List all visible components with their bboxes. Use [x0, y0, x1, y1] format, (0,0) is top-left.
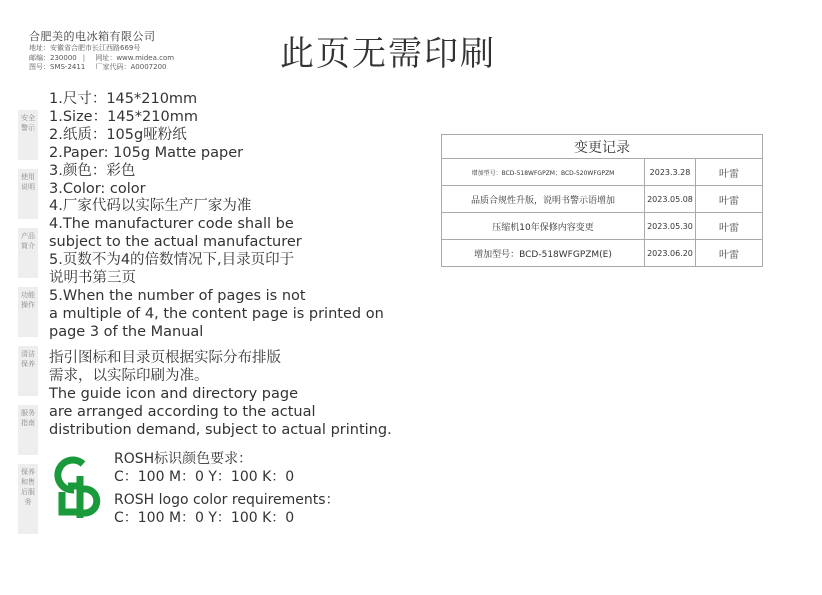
side-tab: 安全警示 — [18, 110, 38, 160]
change-desc: 品质合规性升版，说明书警示语增加 — [442, 186, 645, 213]
table-row — [442, 213, 763, 240]
page-title: 此页无需印刷 — [280, 34, 496, 74]
spec-line: 3.Color: color — [49, 180, 146, 197]
change-desc: 压缩机10年保修内容变更 — [442, 213, 645, 240]
guide-line: The guide icon and directory page — [49, 386, 298, 402]
spec-line: 4.厂家代码以实际生产厂家为准 — [49, 198, 252, 215]
spec-line: 1.尺寸：145*210mm — [49, 91, 198, 107]
change-date: 2023.3.28 — [645, 159, 696, 186]
rosh-en-values: C：100 M：0 Y：100 K：0 — [114, 509, 295, 526]
doc-number: 图号：SMS-2411 — [29, 63, 86, 71]
spec-line: 1.Size：145*210mm — [49, 108, 198, 125]
change-record-table — [441, 134, 763, 267]
change-desc: 增加型号：BCD-518WFGPZM(E) — [442, 240, 645, 267]
side-tab: 使用说明 — [18, 169, 38, 219]
table-row — [442, 186, 763, 213]
rosh-cn-label: ROSH标识颜色要求： — [114, 451, 253, 467]
side-tab: 清洁保养 — [18, 346, 38, 396]
spec-line: 5.When the number of pages is not — [49, 287, 306, 304]
spec-line: a multiple of 4, the content page is printed on — [49, 305, 384, 322]
company-address: 地址：安徽省合肥市长江西路669号 — [29, 44, 141, 52]
spec-line: 说明书第三页 — [49, 270, 136, 287]
side-tab: 保养和售后服务 — [18, 464, 38, 534]
side-tab: 功能操作 — [18, 287, 38, 337]
rosh-logo-icon — [50, 456, 104, 522]
company-codes-line — [29, 63, 174, 73]
guide-note — [49, 349, 392, 439]
rosh-en-label: ROSH logo color requirements： — [114, 492, 340, 508]
change-person: 叶雷 — [696, 213, 763, 240]
change-person: 叶雷 — [696, 186, 763, 213]
side-tab: 产品简介 — [18, 228, 38, 278]
change-person: 叶雷 — [696, 159, 763, 186]
spec-line: 3.颜色：彩色 — [49, 162, 136, 179]
guide-line: 需求，以实际印刷为准。 — [49, 368, 209, 384]
company-contact-line: 邮编：230000 | 网址：www.midea.com — [29, 53, 175, 62]
rosh-cn-values: C：100 M：0 Y：100 K：0 — [114, 468, 295, 485]
guide-line: 指引图标和目录页根据实际分布排版 — [49, 350, 281, 366]
change-date: 2023.06.20 — [645, 240, 696, 267]
spec-line: 4.The manufacturer code shall be — [49, 216, 294, 233]
change-record-title: 变更记录 — [442, 135, 763, 159]
guide-line: are arranged according to the actual — [49, 404, 316, 420]
vendor-code: 厂家代码：A0007200 — [95, 63, 167, 71]
table-row — [442, 159, 763, 186]
spec-line: page 3 of the Manual — [49, 323, 204, 340]
print-specifications — [49, 91, 414, 342]
company-info — [29, 30, 174, 73]
spec-line: 2.Paper: 105g Matte paper — [49, 144, 244, 161]
side-tab: 服务指南 — [18, 405, 38, 455]
change-desc: 增加型号：BCD-518WFGPZM；BCD-520WFGPZM — [442, 159, 645, 186]
company-postcode: 邮编：230000 — [29, 53, 77, 62]
change-person: 叶雷 — [696, 240, 763, 267]
change-date: 2023.05.30 — [645, 213, 696, 240]
table-row — [442, 240, 763, 267]
company-website: 网址：www.midea.com — [95, 53, 175, 62]
rosh-color-requirements — [114, 451, 340, 527]
spec-line: 2.纸质：105g哑粉纸 — [49, 126, 187, 143]
spec-line: subject to the actual manufacturer — [49, 234, 302, 251]
company-name: 合肥美的电冰箱有限公司 — [29, 30, 156, 43]
guide-line: distribution demand, subject to actual printing. — [49, 422, 392, 438]
change-date: 2023.05.08 — [645, 186, 696, 213]
spec-line: 5.页数不为4的倍数情况下,目录页印于 — [49, 252, 295, 269]
